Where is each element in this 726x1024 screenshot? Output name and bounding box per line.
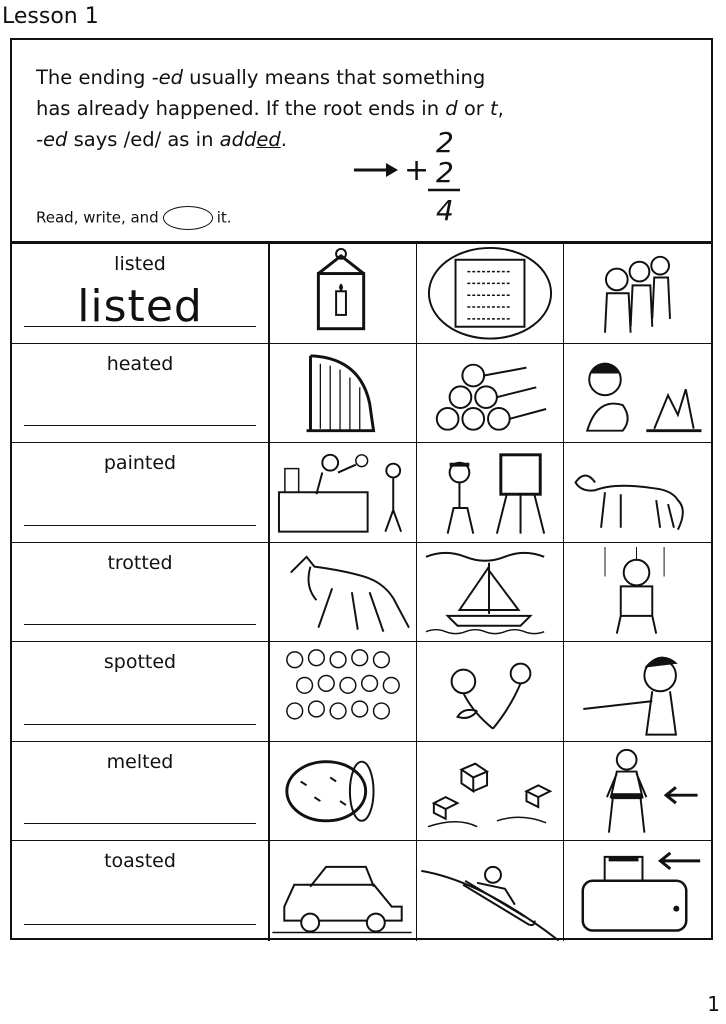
- page-number: 1: [707, 992, 720, 1016]
- target-word: heated: [106, 352, 174, 375]
- word-cell: [12, 642, 270, 741]
- word-row: [12, 543, 711, 643]
- horse-icon: [270, 543, 416, 642]
- intro-period: .: [280, 128, 287, 151]
- people-in-line-picture[interactable]: [564, 244, 711, 343]
- instruction-text: Read, write, and: [36, 208, 159, 227]
- intro-comma: ,: [497, 97, 504, 120]
- painter-at-easel-icon: [417, 443, 563, 542]
- people-in-line-icon: [564, 244, 711, 343]
- word-row: [12, 443, 711, 543]
- stacked-logs-icon: [417, 344, 563, 443]
- written-answer: listed: [77, 280, 203, 332]
- flowers-picture[interactable]: [417, 642, 564, 741]
- puppet-icon: [564, 543, 711, 642]
- harp-icon: [270, 344, 416, 443]
- horse-picture[interactable]: [270, 543, 417, 642]
- target-word: toasted: [104, 850, 176, 872]
- sled-picture[interactable]: [417, 841, 564, 941]
- letter-d: d: [445, 97, 458, 120]
- writing-line[interactable]: [24, 724, 256, 725]
- plus-sign: +: [404, 153, 430, 188]
- writing-line[interactable]: [24, 924, 256, 925]
- circle-oval-icon: [163, 206, 213, 230]
- writing-line[interactable]: [24, 425, 256, 426]
- puppet-picture[interactable]: [564, 543, 711, 642]
- word-row: [12, 244, 711, 344]
- lantern-picture[interactable]: [270, 244, 417, 343]
- toaster-picture[interactable]: [564, 841, 711, 941]
- flower-shop-picture[interactable]: [270, 443, 417, 542]
- boy-pointing-picture[interactable]: [564, 642, 711, 741]
- intro-text-2: usually means that something: [182, 66, 486, 89]
- word-row: [12, 841, 711, 941]
- car-picture[interactable]: [270, 841, 417, 941]
- flower-shop-icon: [270, 443, 416, 542]
- ed-ending-1: -ed: [151, 66, 183, 89]
- toaster-icon: [564, 841, 711, 941]
- intro-text-3: has already happened. If the root ends in: [36, 97, 446, 120]
- watermelon-picture[interactable]: [270, 742, 417, 841]
- target-word: spotted: [103, 651, 177, 673]
- painter-at-easel-picture[interactable]: [417, 443, 564, 542]
- dog-picture[interactable]: [564, 443, 711, 542]
- writing-line[interactable]: [24, 525, 256, 526]
- intro-box: [12, 40, 711, 244]
- target-word: melted: [106, 750, 174, 773]
- word-cell: [12, 244, 270, 343]
- sailboat-icon: [417, 543, 563, 642]
- letter-t: t: [490, 97, 498, 120]
- watermelon-icon: [270, 742, 416, 841]
- addend-second: 2: [436, 156, 454, 189]
- ice-cubes-icon: [417, 742, 563, 841]
- numbered-list-icon: [417, 244, 563, 343]
- instruction: [36, 206, 232, 230]
- sailboat-picture[interactable]: [417, 543, 564, 642]
- instruction-text-end: it.: [216, 208, 232, 227]
- target-word: trotted: [107, 551, 173, 574]
- writing-line[interactable]: [24, 823, 256, 824]
- word-row: [12, 742, 711, 842]
- stacked-logs-picture[interactable]: [417, 344, 564, 443]
- crowd-picture[interactable]: [270, 642, 417, 741]
- dog-icon: [564, 443, 711, 542]
- harp-picture[interactable]: [270, 344, 417, 443]
- word-row: [12, 642, 711, 742]
- word-cell: [12, 443, 270, 542]
- sled-icon: [417, 841, 563, 941]
- lantern-icon: [270, 244, 416, 343]
- girl-by-fire-icon: [564, 344, 711, 443]
- intro-paragraph: [36, 62, 596, 155]
- writing-line[interactable]: [24, 326, 256, 327]
- ice-cubes-picture[interactable]: [417, 742, 564, 841]
- car-icon: [270, 841, 416, 941]
- lesson-title: Lesson 1: [2, 4, 99, 29]
- example-root: add: [219, 128, 257, 151]
- writing-line[interactable]: [24, 624, 256, 625]
- ed-ending-2: -ed: [36, 128, 68, 151]
- intro-text-4: says /ed/ as in: [67, 128, 220, 151]
- target-word: listed: [114, 253, 166, 275]
- addend-top: 2: [436, 128, 454, 159]
- girl-by-fire-picture[interactable]: [564, 344, 711, 443]
- crowd-icon: [270, 642, 416, 741]
- example-ending: ed: [256, 128, 281, 151]
- flowers-icon: [417, 642, 563, 741]
- sum-value: 4: [436, 194, 454, 227]
- arrow-icon: [354, 163, 398, 177]
- word-cell: [12, 543, 270, 642]
- man-with-belt-picture[interactable]: [564, 742, 711, 841]
- boy-pointing-icon: [564, 642, 711, 741]
- man-with-belt-icon: [564, 742, 711, 841]
- word-cell: [12, 344, 270, 443]
- intro-text-1: The ending: [36, 66, 152, 89]
- addition-diagram: [352, 128, 472, 228]
- target-word: painted: [103, 452, 177, 474]
- worksheet-frame: [10, 38, 713, 940]
- numbered-list-picture[interactable]: [417, 244, 564, 343]
- word-cell: [12, 841, 270, 941]
- intro-or: or: [457, 97, 491, 120]
- word-row: [12, 344, 711, 444]
- word-cell: [12, 742, 270, 841]
